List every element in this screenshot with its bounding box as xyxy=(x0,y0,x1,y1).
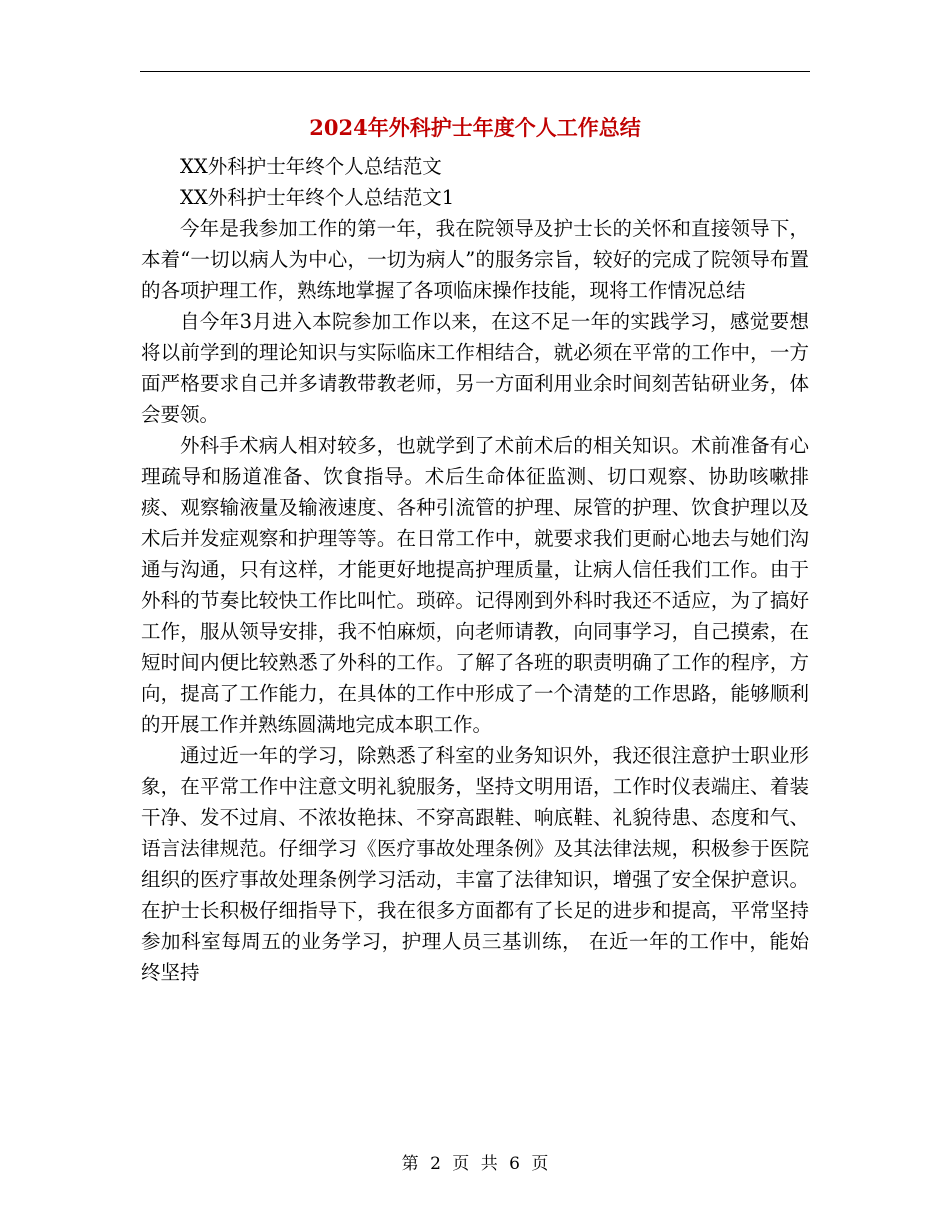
body-paragraph: 今年是我参加工作的第一年，我在院领导及护士长的关怀和直接领导下，本着“一切以病人为中心，一切为病人”的服务宗旨，较好的完成了院领导布置的各项护理工作，熟练地掌握了各项临床操作技能，现将工作情况总结 xyxy=(141,217,809,302)
subtitle-line: XX外科护士年终个人总结范文 xyxy=(180,155,442,178)
header-rule xyxy=(140,71,810,72)
body-paragraph: 通过近一年的学习，除熟悉了科室的业务知识外，我还很注意护士职业形象，在平常工作中注意文明礼貌服务，坚持文明用语，工作时仪表端庄、着装干净、发不过肩、不浓妆艳抹、不穿高跟鞋、响底鞋、礼貌待患、态度和气、语言法律规范。仔细学习《医疗事故处理条例》及其法律法规，积极参于医院组织的医疗事故处理条例学习活动，丰富了法律知识，增强了安全保护意识。在护士长积极仔细指导下，我在很多方面都有了长足的进步和提高，平常坚持参加科室每周五的业务学习，护理人员三基训练， 在近一年的工作中，能始终坚持 xyxy=(141,744,809,984)
document-body xyxy=(141,151,809,988)
document-title: 2024年外科护士年度个人工作总结 xyxy=(309,115,641,140)
subtitle-line: XX外科护士年终个人总结范文1 xyxy=(180,186,455,209)
body-paragraph: 自今年3月进入本院参加工作以来，在这不足一年的实践学习，感觉要想将以前学到的理论知识与实际临床工作相结合，就必须在平常的工作中，一方面严格要求自己并多请教带教老师，另一方面利用业余时间刻苦钻研业务，体会要领。 xyxy=(141,310,809,426)
body-paragraph: 外科手术病人相对较多，也就学到了术前术后的相关知识。术前准备有心理疏导和肠道准备、饮食指导。术后生命体征监测、切口观察、协助咳嗽排痰、观察输液量及输液速度、各种引流管的护理、尿管的护理、饮食护理以及术后并发症观察和护理等等。在日常工作中，就要求我们更耐心地去与她们沟通与沟通，只有这样，才能更好地提高护理质量，让病人信任我们工作。由于外科的节奏比较快工作比叫忙。琐碎。记得刚到外科时我还不适应，为了搞好工作，服从领导安排，我不怕麻烦，向老师请教，向同事学习，自己摸索，在短时间内便比较熟悉了外科的工作。了解了各班的职责明确了工作的程序，方向，提高了工作能力，在具体的工作中形成了一个清楚的工作思路，能够顺利的开展工作并熟练圆满地完成本职工作。 xyxy=(141,434,809,736)
page-footer: 第 2 页 共 6 页 xyxy=(401,1154,549,1174)
